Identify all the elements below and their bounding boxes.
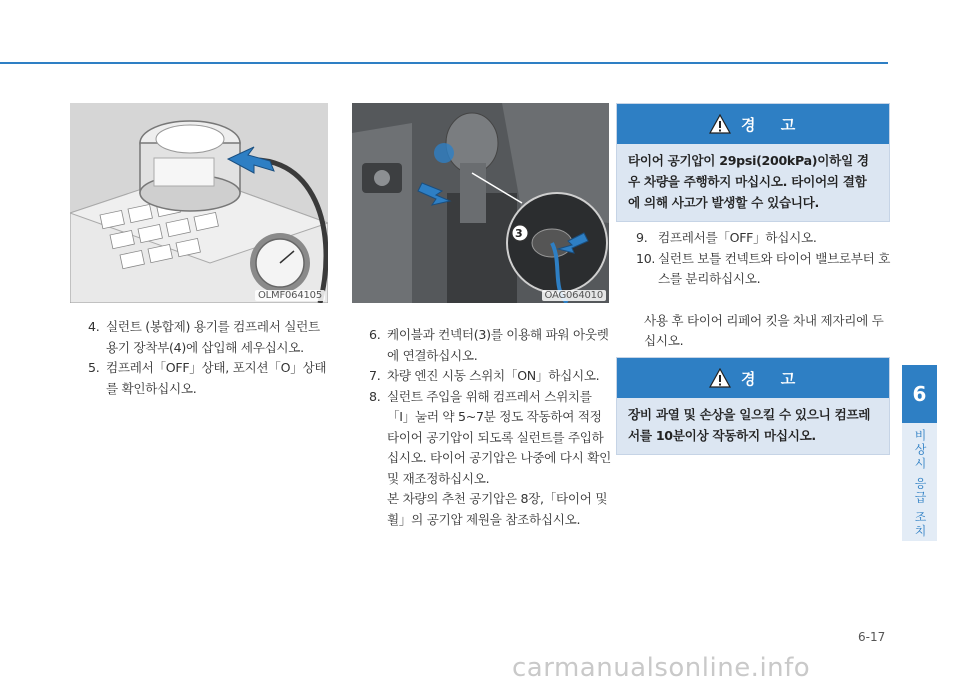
step-number: 7. (369, 368, 381, 383)
chapter-number: 6 (902, 365, 937, 423)
step-number: 10. (636, 250, 656, 266)
step-number: 8. (369, 388, 381, 404)
step-text: 실런트 (봉합제) 용기를 컴프레서 실런트 용기 장착부(4)에 삽입해 세우십시오. (106, 319, 320, 355)
warning-title: 경 고 (741, 370, 806, 388)
step-text: 컴프레서「OFF」상태, 포지션「O」상태를 확인하십시오. (106, 360, 327, 396)
warning-header (617, 104, 889, 144)
step-text: 실런트 보틀 컨넥트와 타이어 밸브로부터 호스를 분리하십시오. (658, 250, 891, 286)
warning-box-tire-pressure (616, 103, 890, 222)
step-item (369, 325, 613, 366)
watermark: carmanualsonline.info (512, 653, 811, 683)
page-number: 6-17 (858, 630, 886, 644)
top-rule (0, 62, 888, 64)
step-number: 6. (369, 327, 381, 342)
step-number: 9. (636, 230, 648, 245)
step-text: 케이블과 컨넥터(3)를 이용해 파워 아웃렛에 연결하십시오. (387, 327, 609, 363)
step-number: 5. (88, 360, 100, 375)
figure-code: OLMF064105 (255, 290, 325, 301)
figure-sealant-compressor (70, 103, 328, 303)
warning-body: 타이어 공기압이 29psi(200kPa)이하일 경우 차량을 주행하지 마십시오. 타이어의 결함에 의해 사고가 발생할 수 있습니다. (628, 153, 869, 210)
power-outlet-illustration (352, 103, 609, 303)
warning-triangle-icon (709, 114, 731, 134)
callout-number: 3 (515, 227, 523, 240)
compressor-illustration (70, 103, 328, 303)
warning-triangle-icon (709, 368, 731, 388)
figure-power-outlet (352, 103, 609, 303)
step-item (369, 366, 613, 387)
warning-title: 경 고 (741, 116, 806, 134)
step-number: 4. (88, 319, 100, 334)
step-text: 차량 엔진 시동 스위치「ON」하십시오. (387, 368, 600, 383)
warning-body: 장비 과열 및 손상을 일으킬 수 있으니 컴프레서를 10분이상 작동하지 마십시오. (628, 407, 871, 443)
steps-column-2 (369, 325, 613, 530)
step-item (88, 358, 332, 399)
chapter-label: 비상시 응급 조치 (913, 429, 927, 539)
chapter-side-tab (902, 365, 937, 541)
step-item (636, 228, 892, 249)
step-text: 실런트 주입을 위해 컴프레서 스위치를「I」눌러 약 5~7분 정도 작동하여 적정 타이어 공기압이 되도록 실런트를 주입하십시오. 타이어 공기압은 나중에 다시 확인 및 재조정하십시오. (387, 388, 611, 486)
step-text: 컴프레서를「OFF」하십시오. (658, 230, 817, 245)
step-item (369, 387, 613, 531)
figure-code: OAG064010 (542, 290, 606, 301)
step-note: 본 차량의 추천 공기압은 8장,「타이어 및 휠」의 공기압 제원을 참조하십시오. (387, 491, 608, 527)
warning-box-compressor-overheat (616, 357, 890, 455)
steps-column-1 (88, 317, 332, 399)
step-item (636, 249, 892, 290)
steps-column-3 (636, 228, 892, 352)
warning-header (617, 358, 889, 398)
step-item (88, 317, 332, 358)
storage-paragraph: 사용 후 타이어 리페어 킷을 차내 제자리에 두십시오. (644, 312, 884, 348)
